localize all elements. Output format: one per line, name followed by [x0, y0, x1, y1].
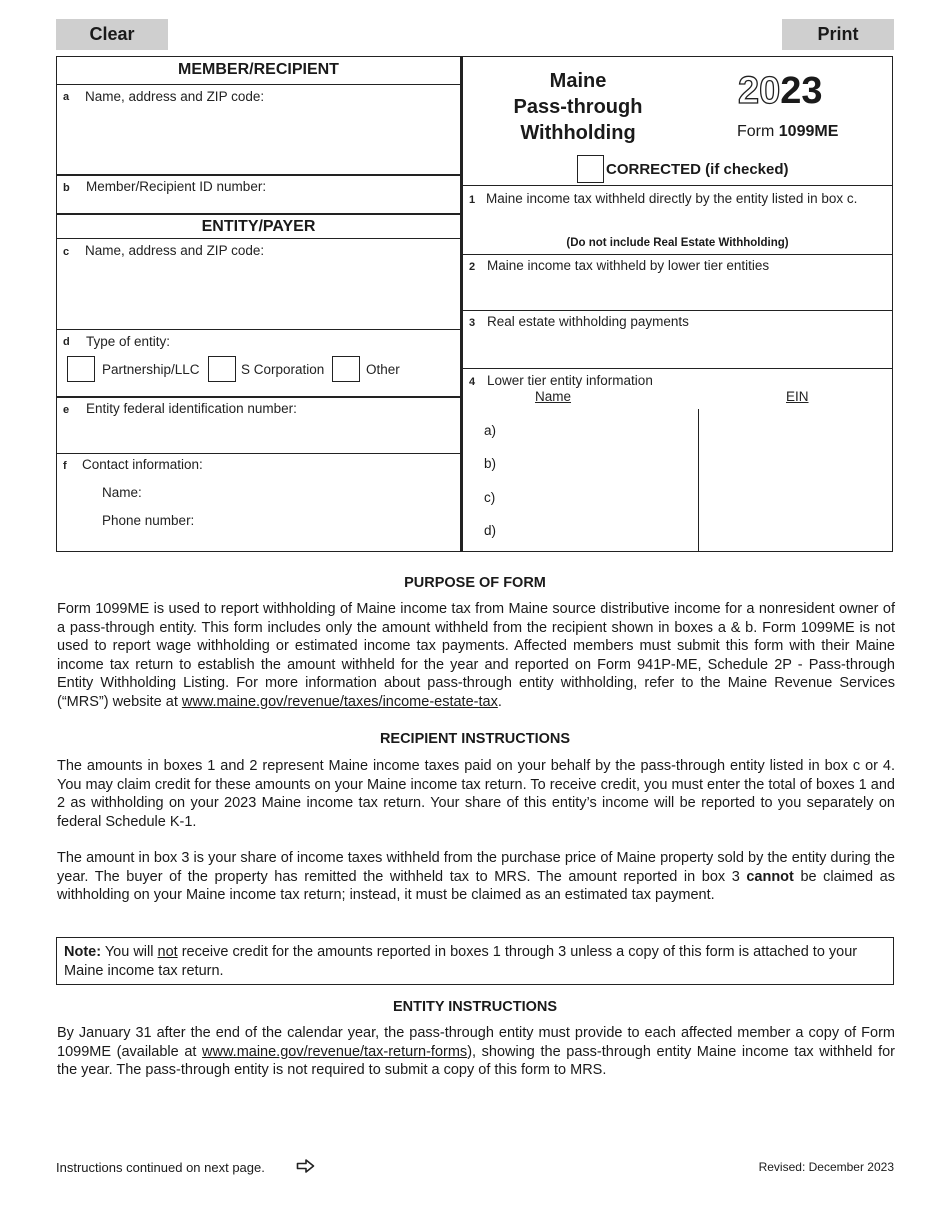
row-b-label: b): [484, 456, 497, 471]
box-e-letter: e: [63, 404, 70, 416]
box-1-note: (Do not include Real Estate Withholding): [566, 237, 789, 249]
col-name-header: Name: [535, 389, 572, 404]
form-title: [478, 68, 678, 146]
purpose-end: .: [497, 693, 502, 710]
box-3-number: 3: [469, 317, 476, 329]
revised-date: Revised: December 2023: [758, 1160, 894, 1174]
row-c-ein-field[interactable]: [702, 486, 888, 508]
note-end: receive credit for the amounts reported in boxes 1 through 3 unless a copy of this form is attached to your Maine income tax return.: [64, 944, 858, 979]
row-a-ein-field[interactable]: [702, 419, 888, 441]
recipient-paragraph-1: The amounts in boxes 1 and 2 represent Maine income taxes paid on your behalf by the pass-through entity listed in box c or 4. You may claim credit for these amounts on your Maine income tax return. To receive credit, you must enter the total of boxes 1 and 2 as withholding on your 2023 Maine income tax return. Your share of this entity’s income will be reported to you separately on federal Schedule K-1.: [57, 758, 895, 830]
col-ein-header: EIN: [786, 389, 809, 404]
tax-year: [738, 70, 823, 112]
contact-name-label: Name:: [102, 485, 142, 500]
other-checkbox[interactable]: [332, 356, 360, 382]
form-number-prefix: Form: [737, 123, 779, 140]
form-title-line-3: Withholding: [520, 122, 636, 144]
name-ein-divider: [698, 409, 699, 552]
box-2-label: Maine income tax withheld by lower tier entities: [487, 258, 770, 273]
box-2-amount-field[interactable]: [466, 277, 888, 307]
box-d-letter: d: [63, 336, 70, 348]
entity-paragraph: [57, 1024, 895, 1080]
contact-phone-label: Phone number:: [102, 513, 195, 528]
box-d-label: Type of entity:: [86, 334, 171, 349]
box-1-amount-field[interactable]: [466, 209, 888, 235]
row-a-name-field[interactable]: [502, 419, 694, 441]
box-4-label: Lower tier entity information: [487, 373, 653, 388]
corrected-checkbox[interactable]: [577, 155, 604, 183]
print-button[interactable]: Print: [782, 19, 894, 50]
continued-note: Instructions continued on next page.: [56, 1160, 265, 1175]
note-label: Note:: [64, 944, 102, 960]
s-corporation-checkbox[interactable]: [208, 356, 236, 382]
form-title-line-2: Pass-through: [513, 96, 643, 118]
box-2-number: 2: [469, 261, 476, 273]
box-b-label: Member/Recipient ID number:: [86, 179, 267, 194]
tax-return-forms-link[interactable]: www.maine.gov/revenue/tax-return-forms: [202, 1043, 468, 1060]
row-c-name-field[interactable]: [502, 486, 694, 508]
center-divider: [460, 56, 463, 552]
partnership-llc-checkbox[interactable]: [67, 356, 95, 382]
member-recipient-title: MEMBER/RECIPIENT: [178, 61, 339, 78]
box-e-label: Entity federal identification number:: [86, 401, 297, 416]
income-estate-tax-link[interactable]: www.maine.gov/revenue/taxes/income-estate-tax: [181, 693, 498, 710]
other-label: Other: [366, 362, 400, 377]
box-c-letter: c: [63, 246, 70, 258]
box-c-label: Name, address and ZIP code:: [85, 243, 265, 258]
contact-phone-field[interactable]: [202, 509, 455, 529]
entity-text-start: By January 31 after the end of the calendar year, the pass-through entity must provide to each affected member a copy of Form 1099ME (available at: [57, 1025, 895, 1060]
entity-heading: ENTITY INSTRUCTIONS: [392, 999, 558, 1015]
note-text: [64, 943, 888, 980]
corrected-label: CORRECTED (if checked): [606, 161, 789, 178]
box-3-amount-field[interactable]: [466, 333, 888, 365]
member-name-address-field[interactable]: [58, 108, 458, 172]
member-id-field[interactable]: [58, 196, 458, 211]
row-b-name-field[interactable]: [502, 452, 694, 474]
entity-name-address-field[interactable]: [58, 262, 458, 327]
row-d-name-field[interactable]: [502, 519, 694, 541]
box-1-number: 1: [469, 194, 476, 206]
box-a-letter: a: [63, 91, 70, 103]
recipient-p2-cannot: cannot: [746, 868, 794, 885]
box-4-number: 4: [469, 376, 476, 388]
purpose-paragraph: [57, 600, 895, 712]
recipient-p2-start: The amount in box 3 is your share of income taxes withheld from the purchase price of Maine property sold by the entity during the year. The buyer of the property has remitted the withheld tax to MRS. The amount reported in box 3: [57, 850, 895, 885]
entity-fein-field[interactable]: [58, 420, 458, 451]
row-d-ein-field[interactable]: [702, 519, 888, 541]
recipient-heading: RECIPIENT INSTRUCTIONS: [379, 731, 571, 747]
form-number-value: 1099ME: [778, 123, 839, 140]
s-corporation-label: S Corporation: [241, 362, 325, 377]
box-f-letter: f: [63, 460, 67, 472]
tax-year-solid: 23: [780, 70, 823, 112]
form-number: [737, 123, 838, 141]
clear-button[interactable]: Clear: [56, 19, 168, 50]
note-not: not: [157, 944, 178, 960]
box-a-label: Name, address and ZIP code:: [85, 89, 265, 104]
recipient-paragraph-2: [57, 849, 895, 905]
row-d-label: d): [484, 523, 497, 538]
purpose-text: Form 1099ME is used to report withholding of Maine income tax from Maine source distributive income for a nonresident owner of a pass-through entity. This form includes only the amount withheld from the recipient shown in boxes a & b. Form 1099ME is not used to report wage withholding or estimated income tax payments. Affected members must submit this form with their Maine income tax return to establish the amount withheld for the year and reported on Form 941P-ME, Schedule 2P - Pass-through Entity Withholding Listing. For more information about pass-through entity withholding, refer to the Maine Revenue Services (“MRS”) website at: [57, 601, 895, 710]
arrow-right-icon: [296, 1158, 316, 1174]
note-start: You will: [101, 944, 158, 960]
row-b-ein-field[interactable]: [702, 452, 888, 474]
box-b-letter: b: [63, 182, 70, 194]
contact-name-field[interactable]: [150, 481, 455, 501]
box-f-label: Contact information:: [82, 457, 203, 472]
tax-year-outline: 20: [738, 70, 781, 112]
form-title-line-1: Maine: [549, 70, 607, 92]
box-1-label: Maine income tax withheld directly by the entity listed in box c.: [486, 191, 858, 206]
partnership-llc-label: Partnership/LLC: [102, 362, 200, 377]
box-3-label: Real estate withholding payments: [487, 314, 689, 329]
row-a-label: a): [484, 423, 497, 438]
entity-payer-title: ENTITY/PAYER: [201, 218, 316, 235]
purpose-heading: PURPOSE OF FORM: [404, 575, 546, 591]
recipient-p2-end: be claimed as withholding on your Maine income tax return; instead, it must be claimed as an estimated tax payment.: [57, 868, 895, 904]
row-c-label: c): [484, 490, 496, 505]
entity-text-end: ), showing the pass-through entity Maine income tax withheld for the year. The pass-through entity is not required to submit a copy of this form to MRS.: [57, 1043, 896, 1079]
